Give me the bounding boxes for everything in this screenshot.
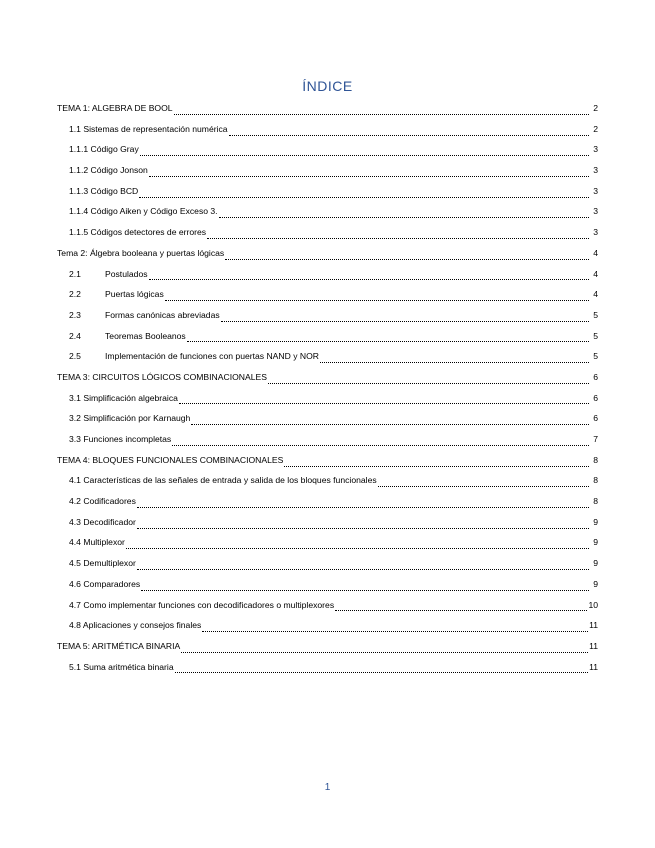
toc-leader-dots [268, 383, 589, 384]
toc-entry[interactable] [57, 535, 598, 556]
toc-leader-dots [149, 279, 589, 280]
toc-entry[interactable] [57, 225, 598, 246]
toc-entry-title: 1.1.4 Código Aiken y Código Exceso 3. [69, 206, 218, 217]
toc-entry-page: 11 [589, 661, 598, 672]
toc-entry-title: 4.4 Multiplexor [69, 537, 125, 548]
toc-entry-title: TEMA 5: ARITMÉTICA BINARIA [57, 640, 181, 651]
toc-leader-dots [140, 155, 589, 156]
toc-entry-title: 4.8 Aplicaciones y consejos finales [69, 620, 202, 631]
toc-entry[interactable] [57, 287, 598, 308]
toc-entry-title: 3.1 Simplificación algebraica [69, 392, 178, 403]
toc-leader-dots [137, 528, 589, 529]
toc-entry[interactable] [57, 411, 598, 432]
toc-leader-dots [172, 445, 589, 446]
toc-entry-page: 9 [593, 516, 598, 527]
toc-entry[interactable] [57, 453, 598, 474]
toc-entry[interactable] [57, 494, 598, 515]
toc-entry-title: Implementación de funciones con puertas NAND y NOR [105, 351, 319, 362]
toc-entry[interactable] [57, 267, 598, 288]
toc-entry[interactable] [57, 246, 598, 267]
toc-leader-dots [221, 321, 589, 322]
toc-entry-title: 4.7 Como implementar funciones con decodificadores o multiplexores [69, 599, 335, 610]
toc-leader-dots [175, 672, 588, 673]
toc-leader-dots [141, 590, 589, 591]
toc-entry-page: 9 [593, 537, 598, 548]
toc-entry-title: Postulados [105, 268, 148, 279]
toc-entry[interactable] [57, 577, 598, 598]
toc-leader-dots [137, 569, 589, 570]
toc-entry-page: 3 [593, 144, 598, 155]
toc-entry-page: 7 [593, 434, 598, 444]
toc-entry-page: 5 [593, 330, 598, 341]
toc-leader-dots [378, 486, 589, 487]
toc-leader-dots [174, 114, 589, 115]
toc-entry-number: 2.2 [69, 289, 81, 300]
toc-leader-dots [320, 362, 589, 363]
toc-entry-title: 3.2 Simplificación por Karnaugh [69, 413, 191, 424]
toc-entry-page: 11 [589, 640, 598, 651]
toc-entry-title: TEMA 4: BLOQUES FUNCIONALES COMBINACIONALES [57, 454, 284, 465]
toc-entry-title: 4.1 Características de las señales de entrada y salida de los bloques funcionales [69, 475, 377, 486]
toc-entry-page: 4 [593, 289, 598, 300]
toc-entry-page: 10 [588, 599, 598, 610]
toc-entry-title: 4.6 Comparadores [69, 578, 141, 589]
toc-entry-page: 6 [593, 371, 598, 382]
toc-entry[interactable] [57, 618, 598, 639]
toc-entry-number: 2.3 [69, 309, 81, 320]
toc-entry[interactable] [57, 163, 598, 184]
toc-entry-page: 9 [593, 558, 598, 569]
toc-entry-title: 4.5 Demultiplexor [69, 558, 136, 569]
toc-entry[interactable] [57, 184, 598, 205]
toc-entry[interactable] [57, 598, 598, 619]
toc-leader-dots [126, 548, 589, 549]
toc-entry-title: 1.1.2 Código Jonson [69, 165, 148, 176]
toc-entry-title: TEMA 3: CIRCUITOS LÓGICOS COMBINACIONALES [57, 371, 267, 382]
toc-entry-page: 5 [593, 351, 598, 362]
toc-leader-dots [202, 631, 588, 632]
toc-entry-page: 3 [593, 165, 598, 176]
toc-entry[interactable] [57, 101, 598, 122]
toc-entry[interactable] [57, 391, 598, 412]
toc-entry-title: 5.1 Suma aritmética binaria [69, 661, 174, 672]
toc-entry-title: 1.1.1 Código Gray [69, 144, 139, 155]
toc-entry-page: 3 [593, 185, 598, 196]
toc-entry-page: 8 [593, 475, 598, 486]
toc-leader-dots [187, 341, 589, 342]
toc-entry[interactable] [57, 660, 598, 681]
toc-entry-page: 8 [593, 454, 598, 465]
toc-entry[interactable] [57, 122, 598, 143]
toc-entry[interactable] [57, 370, 598, 391]
toc-entry[interactable] [57, 639, 598, 660]
toc-entry-title: Tema 2: Álgebra booleana y puertas lógicas [57, 247, 225, 258]
toc-entry-title: Puertas lógicas [105, 289, 164, 300]
toc-entry[interactable] [57, 204, 598, 225]
toc-entry[interactable] [57, 308, 598, 329]
toc-leader-dots [191, 424, 589, 425]
toc-entry-number: 2.4 [69, 330, 81, 341]
toc-leader-dots [335, 610, 587, 611]
toc-entry-title: 3.3 Funciones incompletas [69, 434, 172, 444]
toc-entry[interactable] [57, 349, 598, 370]
toc-leader-dots [137, 507, 589, 508]
toc-entry-page: 2 [593, 123, 598, 134]
toc-entry-title: 1.1.3 Código BCD [69, 185, 139, 196]
toc-leader-dots [165, 300, 589, 301]
toc-entry-page: 9 [593, 578, 598, 589]
toc-entry-title: 4.2 Codificadores [69, 496, 136, 507]
toc-leader-dots [149, 176, 589, 177]
toc-leader-dots [179, 403, 589, 404]
toc-entry[interactable] [57, 515, 598, 536]
toc-entry[interactable] [57, 432, 598, 453]
toc-entry-page: 11 [589, 620, 598, 631]
toc-entry-page: 4 [593, 247, 598, 258]
toc-entry-page: 6 [593, 413, 598, 424]
toc-entry-number: 2.5 [69, 351, 81, 362]
toc-entry[interactable] [57, 142, 598, 163]
toc-entry-title: Formas canónicas abreviadas [105, 309, 220, 320]
toc-entry-page: 6 [593, 392, 598, 403]
toc-entry-page: 3 [593, 206, 598, 217]
toc-entry[interactable] [57, 473, 598, 494]
toc-entry-number: 2.1 [69, 268, 81, 279]
toc-list [57, 101, 598, 680]
toc-entry-page: 8 [593, 496, 598, 507]
toc-entry-page: 3 [593, 227, 598, 238]
toc-leader-dots [139, 197, 589, 198]
toc-entry-page: 2 [593, 103, 598, 113]
toc-heading: ÍNDICE [302, 78, 353, 94]
toc-entry-page: 5 [593, 309, 598, 320]
toc-leader-dots [225, 259, 589, 260]
toc-entry[interactable] [57, 556, 598, 577]
toc-entry-page: 4 [593, 268, 598, 279]
toc-leader-dots [219, 217, 589, 218]
toc-entry-title: TEMA 1: ALGEBRA DE BOOL [57, 103, 173, 113]
toc-entry-title: 1.1 Sistemas de representación numérica [69, 123, 228, 134]
toc-entry[interactable] [57, 329, 598, 350]
toc-leader-dots [229, 135, 589, 136]
toc-entry-title: Teoremas Booleanos [105, 330, 186, 341]
toc-leader-dots [207, 238, 589, 239]
toc-leader-dots [181, 652, 588, 653]
toc-leader-dots [284, 466, 589, 467]
page-number: 1 [324, 782, 331, 793]
toc-entry-title: 1.1.5 Códigos detectores de errores [69, 227, 207, 238]
toc-entry-title: 4.3 Decodificador [69, 516, 136, 527]
